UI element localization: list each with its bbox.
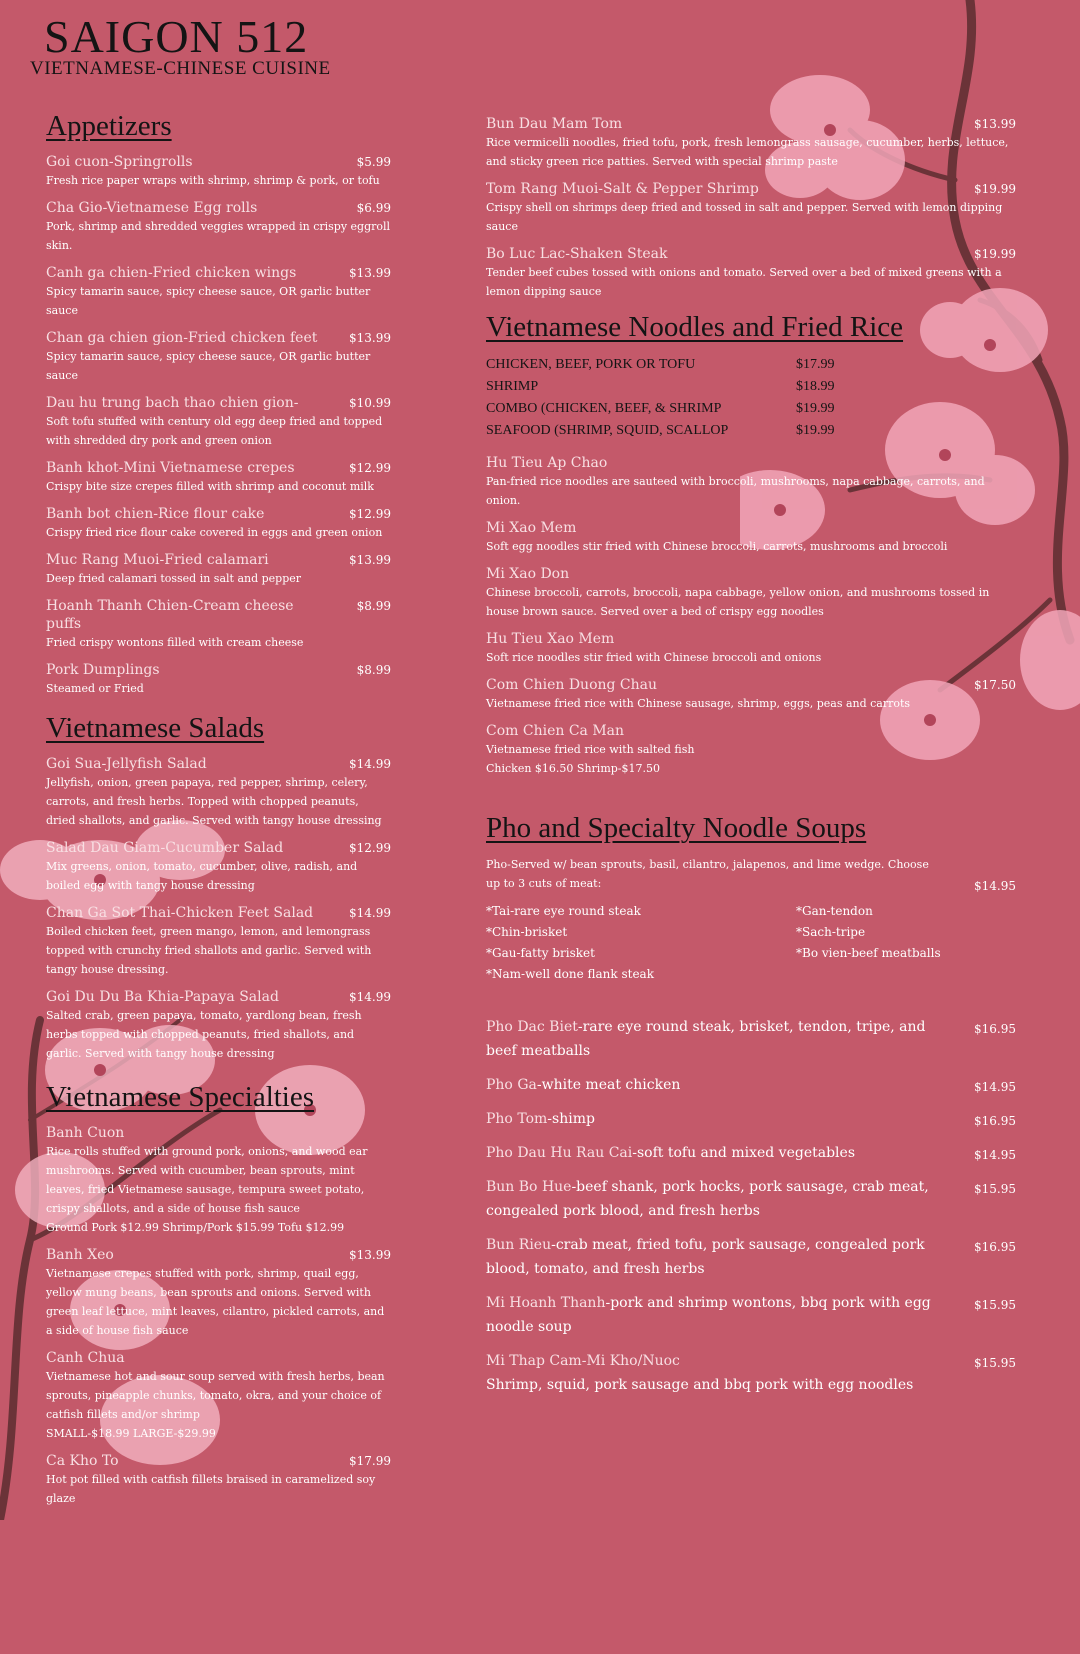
meat-option: *Chin-brisket [486, 925, 568, 939]
protein-price: $19.99 [796, 401, 835, 416]
item-description: Vietnamese fried rice with salted fish [486, 743, 695, 756]
item-description: Vietnamese crepes stuffed with pork, shrimp, quail egg, yellow mung beans, bean sprouts and onions. Served with green leaf lettuce, mint leaves, cilantro, pickled carrots, and a side of house fish sauce [46, 1267, 385, 1337]
item-price: $17.50 [974, 678, 1016, 692]
soup-name: Bun Rieu [486, 1237, 552, 1253]
item-price: $13.99 [349, 266, 391, 280]
item-name: Chan Ga Sot Thai-Chicken Feet Salad [46, 905, 314, 921]
menu-item [486, 245, 1016, 301]
menu-item [46, 661, 391, 698]
soup-name: Pho Dau Hu Rau Cai [486, 1145, 633, 1161]
noodles-heading: Vietnamese Noodles and Fried Rice [486, 311, 904, 343]
menu-item [46, 904, 391, 979]
soup-description: -pork and shrimp wontons, bbq pork with egg noodle soup [486, 1295, 931, 1335]
soup-price: $15.95 [974, 1356, 1016, 1370]
appetizers-heading: Appetizers [46, 110, 172, 142]
item-price: $19.99 [974, 182, 1016, 196]
soup-price: $16.95 [974, 1114, 1016, 1128]
meat-option: *Tai-rare eye round steak [486, 904, 641, 918]
menu-item [486, 630, 1016, 667]
item-price: $10.99 [349, 396, 391, 410]
protein-label: COMBO (CHICKEN, BEEF, & SHRIMP [486, 401, 722, 416]
item-name: Muc Rang Muoi-Fried calamari [46, 552, 269, 568]
protein-label: SEAFOOD (SHRIMP, SQUID, SCALLOP [486, 423, 729, 438]
soup-description: -beef shank, pork hocks, pork sausage, crab meat, congealed pork blood, and fresh herbs [486, 1179, 929, 1219]
item-description: Crispy bite size crepes filled with shrimp and coconut milk [46, 480, 374, 493]
item-description: Soft tofu stuffed with century old egg deep fried and topped with shredded dry pork and green onion [46, 415, 383, 447]
item-description: Mix greens, onion, tomato, cucumber, olive, radish, and boiled egg with tangy house dressing [46, 860, 358, 892]
menu-item [46, 1452, 391, 1508]
pho-intro [486, 855, 1016, 893]
menu-item [46, 597, 391, 652]
item-name: Mi Xao Mem [486, 520, 577, 536]
protein-price: $18.99 [796, 379, 835, 394]
meat-option: *Gau-fatty brisket [486, 946, 595, 960]
item-price: $17.99 [349, 1454, 391, 1468]
item-price: $8.99 [356, 599, 391, 613]
soup-description: -soft tofu and mixed vegetables [632, 1145, 855, 1161]
item-name: Com Chien Duong Chau [486, 677, 658, 693]
menu-item [46, 199, 391, 255]
protein-label: SHRIMP [486, 379, 539, 394]
specialties-heading: Vietnamese Specialties [46, 1081, 315, 1113]
item-description: Rice vermicelli noodles, fried tofu, pork, fresh lemongrass sausage, cucumber, herbs, lettuce, and sticky green rice patties. Served with special shrimp paste [486, 136, 1009, 168]
item-description: Spicy tamarin sauce, spicy cheese sauce, OR garlic butter sauce [46, 285, 371, 317]
item-price: $6.99 [356, 201, 391, 215]
soup-item [486, 1233, 1016, 1281]
item-name: Pork Dumplings [46, 662, 160, 678]
item-description: Jellyfish, onion, green papaya, red pepper, shrimp, celery, carrots, and fresh herbs. Topped with chopped peanuts, dried shallots, and garlic. Served with tangy house dressing [46, 776, 382, 827]
item-name: Bun Dau Mam Tom [486, 116, 623, 132]
soup-price: $15.95 [974, 1298, 1016, 1312]
soup-price: $16.95 [974, 1240, 1016, 1254]
specialties-list [46, 1124, 391, 1508]
soup-name: Bun Bo Hue [486, 1179, 572, 1195]
soup-item [486, 1141, 1016, 1165]
item-description: Soft rice noodles stir fried with Chinese broccoli and onions [486, 651, 822, 664]
left-column [46, 110, 391, 1517]
protein-price-table [486, 354, 1016, 442]
soup-description: -shimp [547, 1111, 595, 1127]
protein-row [486, 376, 1016, 398]
meat-option: *Nam-well done flank steak [486, 967, 654, 981]
menu-item [46, 755, 391, 830]
item-name: Goi Sua-Jellyfish Salad [46, 756, 207, 772]
salads-heading: Vietnamese Salads [46, 712, 265, 744]
menu-item [486, 454, 1016, 510]
item-price: $14.99 [349, 757, 391, 771]
item-name: Mi Xao Don [486, 566, 570, 582]
item-description: Pork, shrimp and shredded veggies wrapped in crispy eggroll skin. [46, 220, 391, 252]
menu-item [46, 459, 391, 496]
item-name: Tom Rang Muoi-Salt & Pepper Shrimp [486, 181, 759, 197]
item-price: $12.99 [349, 507, 391, 521]
item-name: Goi Du Du Ba Khia-Papaya Salad [46, 989, 279, 1005]
salads-list [46, 755, 391, 1063]
item-description: Boiled chicken feet, green mango, lemon, and lemongrass topped with crunchy fried shallots and garlic. Served with tangy house dressing. [46, 925, 372, 976]
item-description: Vietnamese fried rice with Chinese sausage, shrimp, eggs, peas and carrots [486, 697, 911, 710]
item-name: Hoanh Thanh Chien-Cream cheese puffs [46, 598, 294, 632]
restaurant-name: SAIGON 512 [44, 11, 309, 62]
restaurant-cuisine: VIETNAMESE-CHINESE CUISINE [30, 58, 331, 79]
menu-item [46, 329, 391, 385]
right-column [486, 115, 1016, 1407]
item-name: Hu Tieu Ap Chao [486, 455, 608, 471]
item-name: Salad Dau Giam-Cucumber Salad [46, 840, 284, 856]
pho-heading: Pho and Specialty Noodle Soups [486, 812, 867, 844]
soup-name: Mi Thap Cam-Mi Kho/Nuoc [486, 1353, 680, 1369]
menu-item [486, 519, 1016, 556]
soup-price: $15.95 [974, 1182, 1016, 1196]
item-price: $12.99 [349, 461, 391, 475]
item-description: Rice rolls stuffed with ground pork, onions, and wood ear mushrooms. Served with cucumber, bean sprouts, mint leaves, fried Vietnamese sausage, tempura sweet potato, crispy shallots, and a side of house fish sauce [46, 1145, 368, 1215]
menu-item [46, 1246, 391, 1340]
soup-name: Pho Tom [486, 1111, 548, 1127]
menu-item [46, 1349, 391, 1443]
item-name: Chan ga chien gion-Fried chicken feet [46, 330, 318, 346]
soup-description: -crab meat, fried tofu, pork sausage, congealed pork blood, tomato, and fresh herbs [486, 1237, 925, 1277]
menu-item [486, 115, 1016, 171]
item-description: Pan-fried rice noodles are sauteed with broccoli, mushrooms, napa cabbage, carrots, and onion. [486, 475, 985, 507]
pho-intro-text: Pho-Served w/ bean sprouts, basil, cilantro, jalapenos, and lime wedge. Choose up to 3 cuts of meat: [486, 858, 929, 890]
soup-name: Pho Dac Biet [486, 1019, 578, 1035]
protein-label: CHICKEN, BEEF, PORK OR TOFU [486, 357, 696, 372]
protein-row [486, 420, 1016, 442]
item-name: Dau hu trung bach thao chien gion- [46, 395, 299, 411]
item-description: Crispy fried rice flour cake covered in eggs and green onion [46, 526, 383, 539]
menu-item [46, 264, 391, 320]
menu-item [46, 839, 391, 895]
protein-row [486, 398, 1016, 420]
item-name: Goi cuon-Springrolls [46, 154, 193, 170]
item-price: $13.99 [349, 1248, 391, 1262]
soup-price: $14.95 [974, 1148, 1016, 1162]
item-price: $5.99 [356, 155, 391, 169]
menu-item [486, 180, 1016, 236]
item-description: Crispy shell on shrimps deep fried and tossed in salt and pepper. Served with lemon dipping sauce [486, 201, 1003, 233]
soup-item [486, 1015, 1016, 1063]
item-name: Banh Xeo [46, 1247, 114, 1263]
item-description: Soft egg noodles stir fried with Chinese broccoli, carrots, mushrooms and broccoli [486, 540, 948, 553]
item-name: Bo Luc Lac-Shaken Steak [486, 246, 668, 262]
pho-meat-options [486, 901, 1016, 985]
menu-item [46, 153, 391, 190]
item-price-options: SMALL-$18.99 LARGE-$29.99 [46, 1427, 216, 1440]
item-price: $13.99 [349, 331, 391, 345]
item-price: $13.99 [349, 553, 391, 567]
soup-item [486, 1175, 1016, 1223]
soup-item [486, 1073, 1016, 1097]
soup-item [486, 1107, 1016, 1131]
soup-name: Pho Ga [486, 1077, 537, 1093]
item-description: Fresh rice paper wraps with shrimp, shrimp & pork, or tofu [46, 174, 380, 187]
item-description: Salted crab, green papaya, tomato, yardlong bean, fresh herbs topped with chopped peanuts, fried shallots, and garlic. Served with tangy house dressing [46, 1009, 362, 1060]
item-name: Com Chien Ca Man [486, 723, 625, 739]
item-name: Canh ga chien-Fried chicken wings [46, 265, 297, 281]
soup-item [486, 1291, 1016, 1339]
soup-price: $14.95 [974, 1080, 1016, 1094]
item-description: Steamed or Fried [46, 682, 144, 695]
item-name: Cha Gio-Vietnamese Egg rolls [46, 200, 258, 216]
item-description: Vietnamese hot and sour soup served with fresh herbs, bean sprouts, pineapple chunks, tomato, okra, and your choice of catfish fillets and/or shrimp [46, 1370, 385, 1421]
item-description: Fried crispy wontons filled with cream cheese [46, 636, 304, 649]
protein-price: $19.99 [796, 423, 835, 438]
item-name: Banh bot chien-Rice flour cake [46, 506, 265, 522]
pho-intro-price: $14.95 [974, 879, 1016, 893]
house-specials-list [486, 115, 1016, 301]
appetizers-list [46, 153, 391, 698]
item-name: Hu Tieu Xao Mem [486, 631, 615, 647]
item-price: $12.99 [349, 841, 391, 855]
item-price: $14.99 [349, 906, 391, 920]
menu-item [486, 565, 1016, 621]
soup-price: $16.95 [974, 1022, 1016, 1036]
menu-item [486, 676, 1016, 713]
item-description: Deep fried calamari tossed in salt and pepper [46, 572, 302, 585]
menu-item [46, 505, 391, 542]
item-description: Chinese broccoli, carrots, broccoli, napa cabbage, yellow onion, and mushrooms tossed in house brown sauce. Served over a bed of crispy egg noodles [486, 586, 990, 618]
item-name: Banh Cuon [46, 1125, 125, 1141]
protein-row [486, 354, 1016, 376]
item-name: Banh khot-Mini Vietnamese crepes [46, 460, 295, 476]
soup-description: -rare eye round steak, brisket, tendon, tripe, and beef meatballs [486, 1019, 926, 1059]
item-price: $13.99 [974, 117, 1016, 131]
menu-item [46, 394, 391, 450]
meat-options-left [486, 901, 796, 985]
soup-item [486, 1349, 1016, 1397]
menu-item [486, 722, 1016, 778]
soup-description: -white meat chicken [536, 1077, 681, 1093]
item-description: Hot pot filled with catfish fillets braised in caramelized soy glaze [46, 1473, 376, 1505]
menu-item [46, 1124, 391, 1237]
soup-description: Shrimp, squid, pork sausage and bbq pork with egg noodles [486, 1377, 914, 1393]
meat-option: *Bo vien-beef meatballs [796, 946, 941, 960]
item-price-options: Ground Pork $12.99 Shrimp/Pork $15.99 Tofu $12.99 [46, 1221, 345, 1234]
meat-option: *Sach-tripe [796, 925, 866, 939]
noodles-list [486, 454, 1016, 778]
item-description: Tender beef cubes tossed with onions and tomato. Served over a bed of mixed greens with a lemon dipping sauce [486, 266, 1002, 298]
item-description: Spicy tamarin sauce, spicy cheese sauce, OR garlic butter sauce [46, 350, 371, 382]
item-price: $19.99 [974, 247, 1016, 261]
menu-item [46, 988, 391, 1063]
protein-price: $17.99 [796, 357, 835, 372]
item-name: Ca Kho To [46, 1453, 119, 1469]
meat-option: *Gan-tendon [796, 904, 873, 918]
item-price: $8.99 [356, 663, 391, 677]
item-name: Canh Chua [46, 1350, 125, 1366]
soup-name: Mi Hoanh Thanh [486, 1295, 606, 1311]
item-price-options: Chicken $16.50 Shrimp-$17.50 [486, 762, 660, 775]
meat-options-right [796, 901, 941, 985]
soups-list [486, 1015, 1016, 1397]
menu-item [46, 551, 391, 588]
item-price: $14.99 [349, 990, 391, 1004]
